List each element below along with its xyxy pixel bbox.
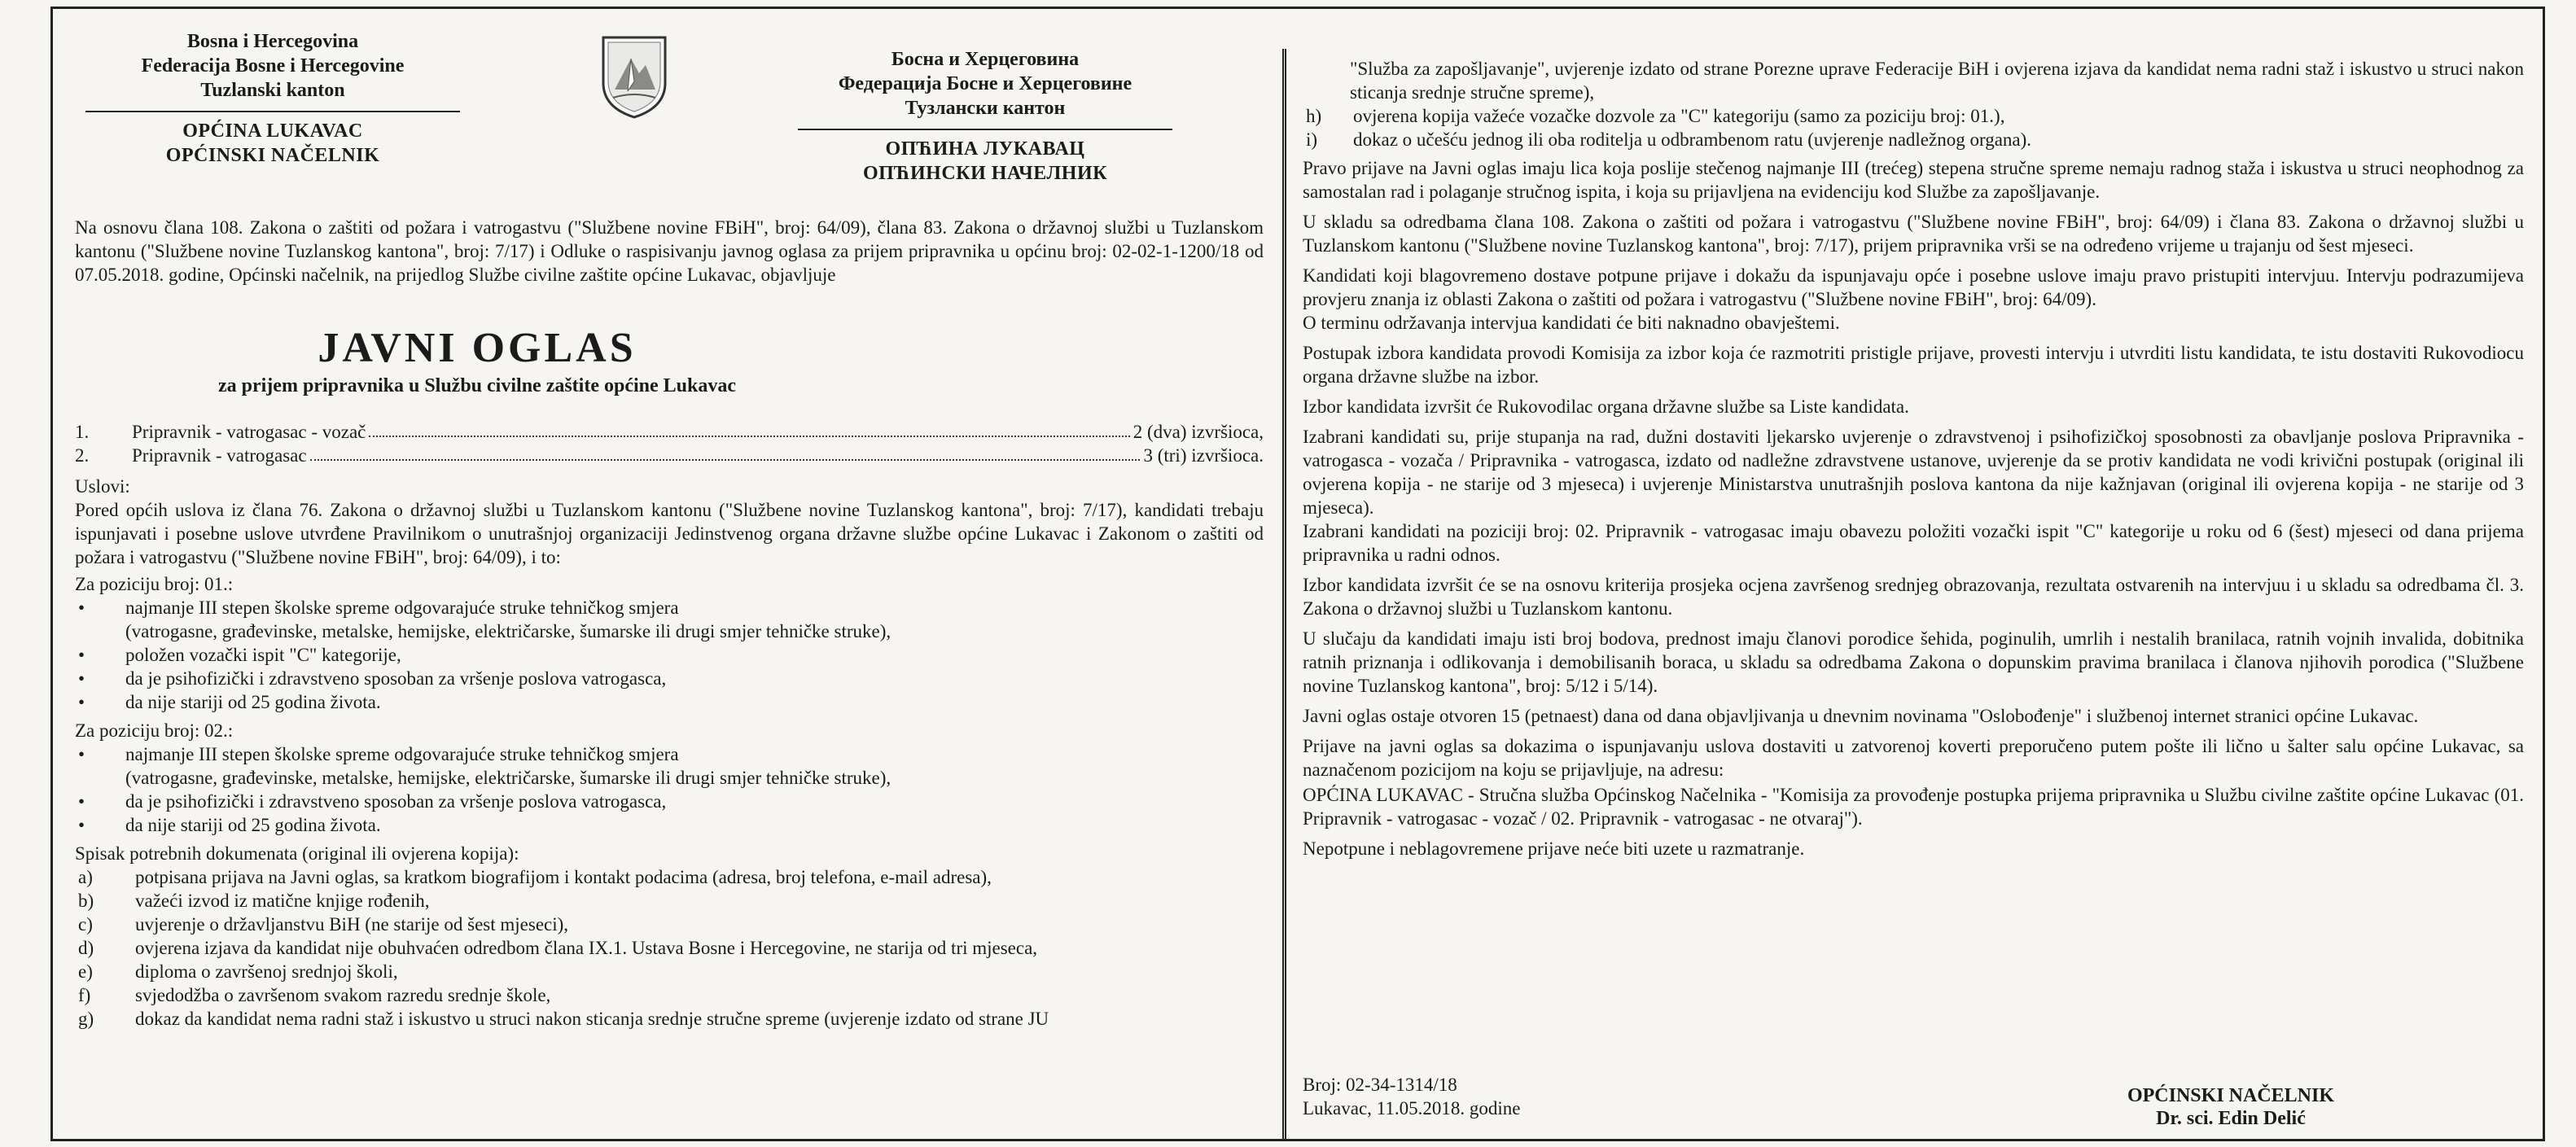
header-latin [81,29,464,168]
leader-dots [369,420,1129,437]
position2-requirements [75,742,1264,837]
coat-of-arms-icon [598,33,670,120]
position-row [75,420,1264,444]
ad-subtitle: za prijem pripravnika u Službu civilne zaštite općine Lukavac [217,375,737,396]
intro-paragraph: Na osnovu člana 108. Zakona o zaštiti od požara i vatrogastvu ("Službene novine FBiH", broj: 64/09), člana 83. Zakona o državnoj službi u Tuzlanskom kantonu ("Službene novine Tuzlanskog kantona", broj: 7/17) i Odluke o raspisivanju javnog oglasa za prijem pripravnika u općinu broj: 02-02-1-1200/18 od 07.05.2018. godine, Općinski načelnik, na prijedlog Službe civilne zaštite općine Lukavac, objavljuje [75,217,1264,285]
documents-list-continued [1303,104,2524,151]
driving-exam-obligation: Izabrani kandidati na poziciji broj: 02. Pripravnik - vatrogasac imaju obavezu položiti vozački ispit "C" kategorije u roku od 6 (šest) mjeseci od dana prijema pripravnika u radni odnos. [1303,521,2524,565]
mayor-office: OPĆINSKI NAČELNIK [165,145,380,166]
list-item: • da je psihofizički i zdravstveno sposoban za vršenje poslova vatrogasca, [75,667,1264,690]
duration-paragraph: Javni oglas ostaje otvoren 15 (petnaest) dana od dana objavljivanja u dnevnim novinama "Oslobođenje" i službenoj internet stranici općine Lukavac. [1303,706,2419,726]
list-item: • da nije stariji od 25 godina života. [75,690,1264,714]
interview-paragraph: Kandidati koji blagovremeno dostave potpune prijave i dokažu da ispunjavaju opće i posebne uslove imaju pravo pristupiti intervjuu. Intervju podrazumijeva provjeru znanja iz oblasti Zakona o zaštiti od požara i vatrogastvu ("Službene novine FBiH", broj: 64/09). [1303,265,2524,309]
bullet-icon: • [78,692,85,712]
list-item: c) uvjerenje o državljanstvu BiH (ne starije od šest mjeseci), [78,914,569,935]
priority-paragraph: U slučaju da kandidati imaju isti broj bodova, prednost imaju članovi porodice šehida, poginulih, umrlih i nestalih branilaca, ratnih vojnih invalida, dobitnika ratnih priznanja i odlikovanja i demobilisanih boraca, u skladu sa odredbama Zakona o dopunskim pravima branilaca i članova njihovih porodica ("Službene novine Tuzlanskog kantona", broj: 5/12 i 5/14). [1303,628,2524,696]
municipality-name: OPĆINA LUKAVAC [182,120,363,142]
conditions-section [75,475,1264,1031]
canton-name: Tuzlanski kanton [200,80,345,101]
position2-label: Za poziciju broj: 02.: [75,720,234,741]
list-item: • najmanje III stepen školske spreme odgovarajuće struke tehničkog smjera [75,596,1264,619]
list-item: b) važeći izvod iz matične knjige rođenih, [78,891,430,911]
eligibility-paragraph: Pravo prijave na Javni oglas imaju lica koja poslije stečenog najmanje III (trećeg) stepena stručne spreme nemaju radnog staža i iskustva u struci neophodnog za samostalan rad i polaganje stručnog ispita, i koja su prijavljena na evidenciju kod Službe za zapošljavanje. [1303,158,2524,202]
signature-title: OPĆINSKI NAČELNIK [2127,1085,2335,1106]
position-name: Pripravnik - vatrogasac - vozač [132,422,366,442]
incomplete-notice: Nepotpune i neblagovremene prijave neće biti uzete u razmatranje. [1303,838,1805,859]
list-item: (vatrogasne, građevinske, metalske, hemijske, električarske, šumarske ili drugi smjer tehničke struke), [125,621,892,641]
country-name: Bosna i Hercegovina [186,31,359,52]
position-row [75,444,1264,467]
list-item: e) diploma o završenoj srednjoj školi, [78,961,398,982]
federation-name: Federacija Bosne i Hercegovine [141,55,405,77]
footer-reference [1303,1073,1645,1120]
column-divider [1282,49,1286,1140]
right-column [1303,57,2524,867]
ad-title: JAVNI OGLAS [318,325,637,371]
documents-list [75,865,1264,1031]
leader-dots [310,444,1141,461]
conditions-paragraph: Pored općih uslova iz člana 76. Zakona o državnoj službi u Tuzlanskom kantonu ("Službene novine Tuzlanskog kantona", broj: 7/17), kandidati trebaju ispunjavati i posebne uslove utvrđene Pravilnikom o unutrašnjoj organizaciji Jedinstvenog organa državne službe općine Lukavac i Zakonom o zaštiti od požara i vatrogastvu ("Službene novine FBiH", broj: 64/09), i to: [75,500,1264,567]
list-item: • da je psihofizički i zdravstveno sposoban za vršenje poslova vatrogasca, [75,790,1264,813]
list-item: g) dokaz da kandidat nema radni staž i iskustvo u struci nakon sticanja srednje stručne spreme (uvjerenje izdato od strane JU [78,1009,1049,1029]
reference-number: Broj: 02-34-1314/18 [1303,1075,1457,1095]
bullet-icon: • [78,815,85,835]
submission-paragraph: Prijave na javni oglas sa dokazima o ispunjavanju uslova dostaviti u zatvorenoj koverti preporučeno putem pošte ili lično u šalter salu općine Lukavac, sa naznačenom pozicijom na koju se prijavljuje, na adresu: [1303,736,2524,780]
list-item: (vatrogasne, građevinske, metalske, hemijske, električarske, šumarske ili drugi smjer tehničke struke), [125,768,892,788]
position-number: 1. [75,422,90,442]
legal-basis-paragraph: U skladu sa odredbama člana 108. Zakona o zaštiti od požara i vatrogastvu ("Službene novine FBiH", broj: 64/09) i člana 83. Zakona o državnoj službi u Tuzlanskom kantonu ("Službene novine Tuzlanskog kantona", broj: 7/17), prijem pripravnika vrši se na određeno vrijeme u trajanju od šest mjeseci. [1303,212,2524,256]
position1-label: Za poziciju broj: 01.: [75,574,234,594]
position-name: Pripravnik - vatrogasac [132,445,307,466]
signature-name: Dr. sci. Edin Delić [2156,1108,2306,1129]
positions-list [75,420,1264,467]
list-item: • najmanje III stepen školske spreme odgovarajuće struke tehničkog smjera [75,742,1264,766]
position-count: 2 (dva) izvršioca, [1132,422,1264,442]
header-cyrillic [749,47,1221,186]
bullet-icon: • [78,791,85,812]
bullet-icon: • [78,744,85,764]
place-date: Lukavac, 11.05.2018. godine [1303,1098,1521,1119]
documents-label: Spisak potrebnih dokumenata (original ili ovjerena kopija): [75,843,519,864]
list-item: • da nije stariji od 25 godina života. [75,813,1264,837]
country-name-cyrillic: Босна и Херцеговина [891,49,1080,70]
conditions-label: Uslovi: [75,476,130,497]
list-item: h) ovjerena kopija važeće vozačke dozvole za "C" kategoriju (samo za poziciju broj: 01.), [1306,106,2005,126]
address-paragraph: OPĆINA LUKAVAC - Stručna služba Općinskog Načelnika - "Komisija za provođenje postupka prijema pripravnika u Službu civilne zaštite općine Lukavac (01. Pripravnik - vatrogasac - vozač / 02. Pripravnik - vatrogasac - ne otvaraj"). [1303,785,2524,829]
list-item: f) svjedodžba o završenom svakom razredu srednje škole, [78,985,551,1005]
canton-name-cyrillic: Тузлански кантон [905,98,1066,119]
federation-name-cyrillic: Федерација Босне и Херцеговине [838,73,1132,94]
list-item: i) dokaz o učešću jednog ili oba roditelja u odbrambenom ratu (uvjerenje nadležnog organa). [1306,129,2032,150]
position-count: 3 (tri) izvršioca. [1143,445,1264,466]
signature-block [2068,1084,2394,1130]
position-number: 2. [75,445,90,466]
position1-requirements [75,596,1264,714]
interview-notice: O terminu održavanja intervjua kandidati će biti naknadno obavještemi. [1303,313,1840,333]
selection-procedure: Postupak izbora kandidata provodi Komisija za izbor koja će razmotriti pristigle prijave, provesti intervju i utvrditi listu kandidata, te istu dostaviti Rukovodiocu organa državne službe na izbor. [1303,343,2524,387]
header-rule-cyrillic [798,129,1172,130]
mayor-office-cyrillic: ОПЋИНСКИ НАЧЕЛНИК [862,163,1108,184]
bullet-icon: • [78,645,85,665]
header-rule [85,111,460,112]
list-item: • položen vozački ispit "C" kategorije, [75,643,1264,667]
municipality-name-cyrillic: ОПЋИНА ЛУКАВАЦ [885,138,1085,160]
bullet-icon: • [78,598,85,618]
document-g-continued: "Služba za zapošljavanje", uvjerenje izdato od strane Porezne uprave Federacije BiH i ovjerena izjava da kandidat nema radni staž i iskustvo u struci nakon sticanja srednje stručne spreme), [1350,59,2524,103]
selection-criteria: Izbor kandidata izvršit će se na osnovu kriterija prosjeka ocjena završenog srednjeg obrazovanja, rezultata ostvarenih na intervjuu i u skladu sa odredbama čl. 3. Zakona o državnoj službi u Tuzlanskom kantonu. [1303,575,2524,619]
list-item: d) ovjerena izjava da kandidat nije obuhvaćen odredbom člana IX.1. Ustava Bosne i Hercegovine, ne starija od tri mjeseca, [78,938,1038,958]
selected-candidates-docs: Izabrani kandidati su, prije stupanja na rad, dužni dostaviti ljekarsko uvjerenje o zdravstvenoj i psihofizičkoj sposobnosti za obavljanje poslova Pripravnika - vatrogasca - vozača / Pripravnika - vatrogasca, izdato od nadležne zdravstvene ustanove, uvjerenje da se protiv kandidata ne vodi krivični postupak (original ili ovjerena kopija - ne starije od 3 mjeseca) i uvjerenje Ministarstva unutrašnjih poslova kantona da nije kažnjavan (original ili ovjerena kopija - ne starije od 3 mjeseca). [1303,427,2524,518]
selection-decision: Izbor kandidata izvršit će Rukovodilac organa državne službe sa Liste kandidata. [1303,396,1909,417]
bullet-icon: • [78,668,85,689]
list-item: a) potpisana prijava na Javni oglas, sa kratkom biografijom i kontakt podacima (adresa, broj telefona, e-mail adresa), [78,867,992,887]
